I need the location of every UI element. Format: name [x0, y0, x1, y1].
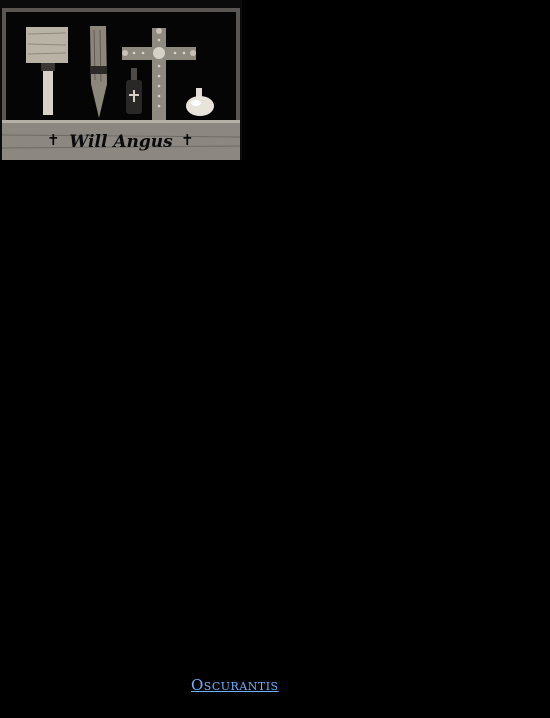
oscurantis-link[interactable]: Oscurantis: [191, 676, 279, 694]
svg-text:✝: ✝: [181, 131, 194, 149]
vampire-killing-kit-image: [0, 0, 242, 160]
box-inscription: Will Angus: [69, 132, 173, 152]
svg-text:✝: ✝: [47, 131, 60, 149]
